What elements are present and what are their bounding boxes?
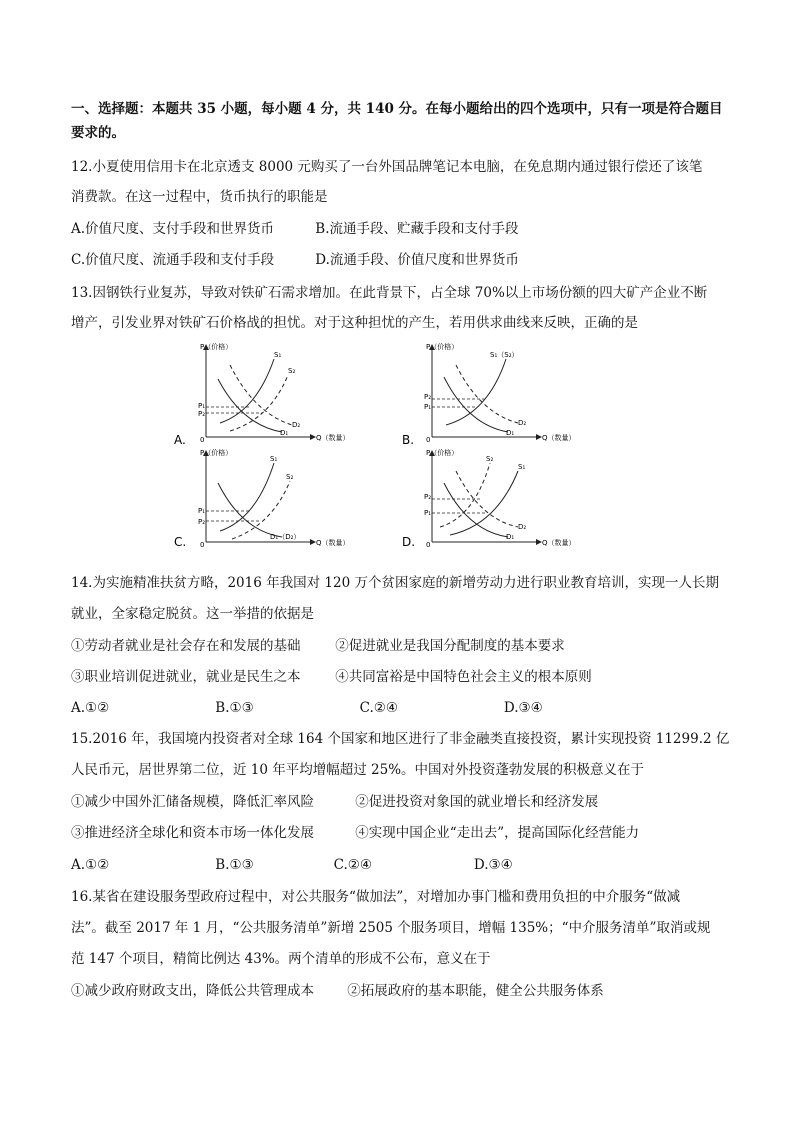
- q14-statement-1: ①劳动者就业是社会存在和发展的基础: [71, 638, 301, 654]
- graph-a-s1-label: S₁: [274, 351, 282, 359]
- q12-option-b[interactable]: B.流通手段、贮藏手段和支付手段: [315, 221, 519, 237]
- q15-statement-4: ④实现中国企业“走出去”，提高国际化经营能力: [355, 825, 640, 841]
- q14-statements-row2: [71, 667, 592, 687]
- graph-a-d1: [218, 379, 282, 432]
- q12-option-c[interactable]: C.价值尺度、流通手段和支付手段: [71, 252, 275, 268]
- q14-statements-row1: [71, 636, 565, 656]
- q14-option-b[interactable]: B.①③: [215, 700, 254, 716]
- graph-d-y-label: P（价格）: [426, 449, 459, 457]
- graph-c[interactable]: [174, 448, 350, 549]
- graph-d-p2: P₂: [424, 493, 432, 501]
- q15-options: [71, 855, 513, 875]
- graph-b-d1-label: D₁: [506, 429, 515, 437]
- q14-options: [71, 698, 543, 718]
- supply-demand-figure: [170, 337, 576, 555]
- graph-b-s-label: S₁（S₂）: [490, 351, 519, 359]
- graph-c-s1-label: S₁: [270, 455, 278, 463]
- q15-option-d[interactable]: D.③④: [473, 857, 513, 873]
- q14-statement-3: ③职业培训促进就业，就业是民生之本: [71, 669, 301, 685]
- q15-stem: 15.2016 年，我国境内投资者对全球 164 个国家和地区进行了非金融类直接投资，累计实现投资 11299.2 亿: [71, 731, 730, 747]
- q14-stem-cont: 就业，全家稳定脱贫。这一举措的依据是: [71, 606, 314, 622]
- q12-stem-cont: 消费款。在这一过程中，货币执行的职能是: [71, 189, 328, 205]
- q15-statement-2: ②促进投资对象国的就业增长和经济发展: [355, 794, 599, 810]
- graph-b-letter: B.: [402, 433, 415, 447]
- graph-c-s2-label: S₂: [286, 473, 294, 481]
- q16-stem-cont2: 范 147 个项目，精简比例达 43%。两个清单的形成不公布，意义在于: [71, 951, 491, 967]
- graph-d[interactable]: [402, 448, 576, 549]
- q13-stem-cont: 增产，引发业界对铁矿石价格战的担忧。对于这种担忧的产生，若用供求曲线来反映，正确的是: [71, 315, 638, 331]
- graph-b[interactable]: [402, 342, 576, 447]
- q15-statement-3: ③推进经济全球化和资本市场一体化发展: [71, 825, 314, 841]
- graph-a-p1: P₁: [198, 402, 206, 410]
- graph-c-p1: P₁: [198, 507, 206, 515]
- q14-statement-2: ②促进就业是我国分配制度的基本要求: [335, 638, 565, 654]
- graph-a-letter: A.: [174, 433, 186, 447]
- graph-c-x-label: Q（数量）: [316, 539, 350, 547]
- q16-stem: 16.某省在建设服务型政府过程中，对公共服务“做加法”，对增加办事门槛和费用负担的中介服务“做减: [71, 889, 681, 905]
- graph-a-s2: [230, 375, 288, 431]
- graph-d-s1-label: S₁: [518, 463, 526, 471]
- q15-option-c[interactable]: C.②④: [333, 857, 372, 873]
- graph-a-d1-label: D₁: [280, 429, 289, 437]
- q12-options-row1: [71, 219, 519, 239]
- graph-d-p1: P₁: [424, 509, 432, 517]
- q16-statements-row1: [71, 981, 604, 1001]
- q15-statements-row1: [71, 792, 598, 812]
- q15-statement-1: ①减少中国外汇储备规模，降低汇率风险: [71, 794, 314, 810]
- q12-options-row2: [71, 250, 519, 270]
- graph-a-d2: [230, 365, 292, 425]
- graph-c-origin: 0: [200, 541, 205, 549]
- graph-d-origin: 0: [426, 541, 431, 549]
- q14-option-d[interactable]: D.③④: [503, 700, 543, 716]
- q13-stem: 13.因钢铁行业复苏，导致对铁矿石需求增加。在此背景下，占全球 70%以上市场份额的四大矿产企业不断: [71, 285, 708, 301]
- graph-d-d1-label: D₁: [506, 533, 515, 541]
- graph-d-letter: D.: [402, 535, 416, 549]
- graph-b-y-label: P（价格）: [426, 343, 459, 351]
- graph-a-origin: 0: [200, 436, 205, 444]
- q16-statement-2: ②拓展政府的基本职能，健全公共服务体系: [347, 983, 604, 999]
- graph-a-p2: P₂: [198, 410, 206, 418]
- q16-stem-cont: 法”。截至 2017 年 1 月，“公共服务清单”新增 2505 个服务项目，增幅 135%；“中介服务清单”取消或规: [71, 920, 711, 936]
- graph-d-x-label: Q（数量）: [542, 539, 576, 547]
- graph-c-y-label: P（价格）: [200, 449, 233, 457]
- graph-a-s2-label: S₂: [288, 367, 296, 375]
- graph-a-y-label: P（价格）: [200, 343, 233, 351]
- q12-option-a[interactable]: A.价值尺度、支付手段和世界货币: [71, 221, 275, 237]
- section-heading: 一、选择题：本题共 35 小题，每小题 4 分，共 140 分。在每小题给出的四个选项中，只有一项是符合题目: [71, 101, 723, 117]
- graph-c-d-label: D₁（D₂）: [270, 533, 301, 541]
- graph-c-letter: C.: [174, 535, 187, 549]
- q12-stem: 12.小夏使用信用卡在北京透支 8000 元购买了一台外国品牌笔记本电脑，在免息期内通过银行偿还了该笔: [71, 159, 703, 175]
- graph-b-p2: P₂: [424, 393, 432, 401]
- q15-statements-row2: [71, 823, 639, 843]
- q14-stem: 14.为实施精准扶贫方略，2016 年我国对 120 万个贫困家庭的新增劳动力进行职业教育培训，实现一人长期: [71, 575, 719, 591]
- graph-b-x-label: Q（数量）: [542, 434, 576, 442]
- graph-b-d2-label: D₂: [518, 419, 527, 427]
- q15-stem-cont: 人民币元，居世界第二位，近 10 年平均增幅超过 25%。中国对外投资蓬勃发展的积极意义在于: [71, 762, 645, 778]
- graph-d-s2-label: S₂: [486, 455, 494, 463]
- q16-statement-1: ①减少政府财政支出，降低公共管理成本: [71, 983, 314, 999]
- q15-option-a[interactable]: A.①②: [71, 857, 110, 873]
- q12-option-d[interactable]: D.流通手段、价值尺度和世界货币: [315, 252, 519, 268]
- graph-d-d2-label: D₂: [518, 523, 527, 531]
- q14-option-a[interactable]: A.①②: [71, 700, 110, 716]
- supply-demand-graphs: [170, 337, 576, 555]
- graph-a[interactable]: [174, 342, 350, 447]
- q14-statement-4: ④共同富裕是中国特色社会主义的根本原则: [335, 669, 592, 685]
- graph-a-x-label: Q（数量）: [316, 434, 350, 442]
- q15-option-b[interactable]: B.①③: [215, 857, 254, 873]
- section-heading-cont: 要求的。: [71, 125, 125, 141]
- graph-b-p1: P₁: [424, 403, 432, 411]
- q14-option-c[interactable]: C.②④: [359, 700, 398, 716]
- graph-b-origin: 0: [426, 436, 431, 444]
- graph-a-d2-label: D₂: [292, 421, 301, 429]
- graph-c-p2: P₂: [198, 518, 206, 526]
